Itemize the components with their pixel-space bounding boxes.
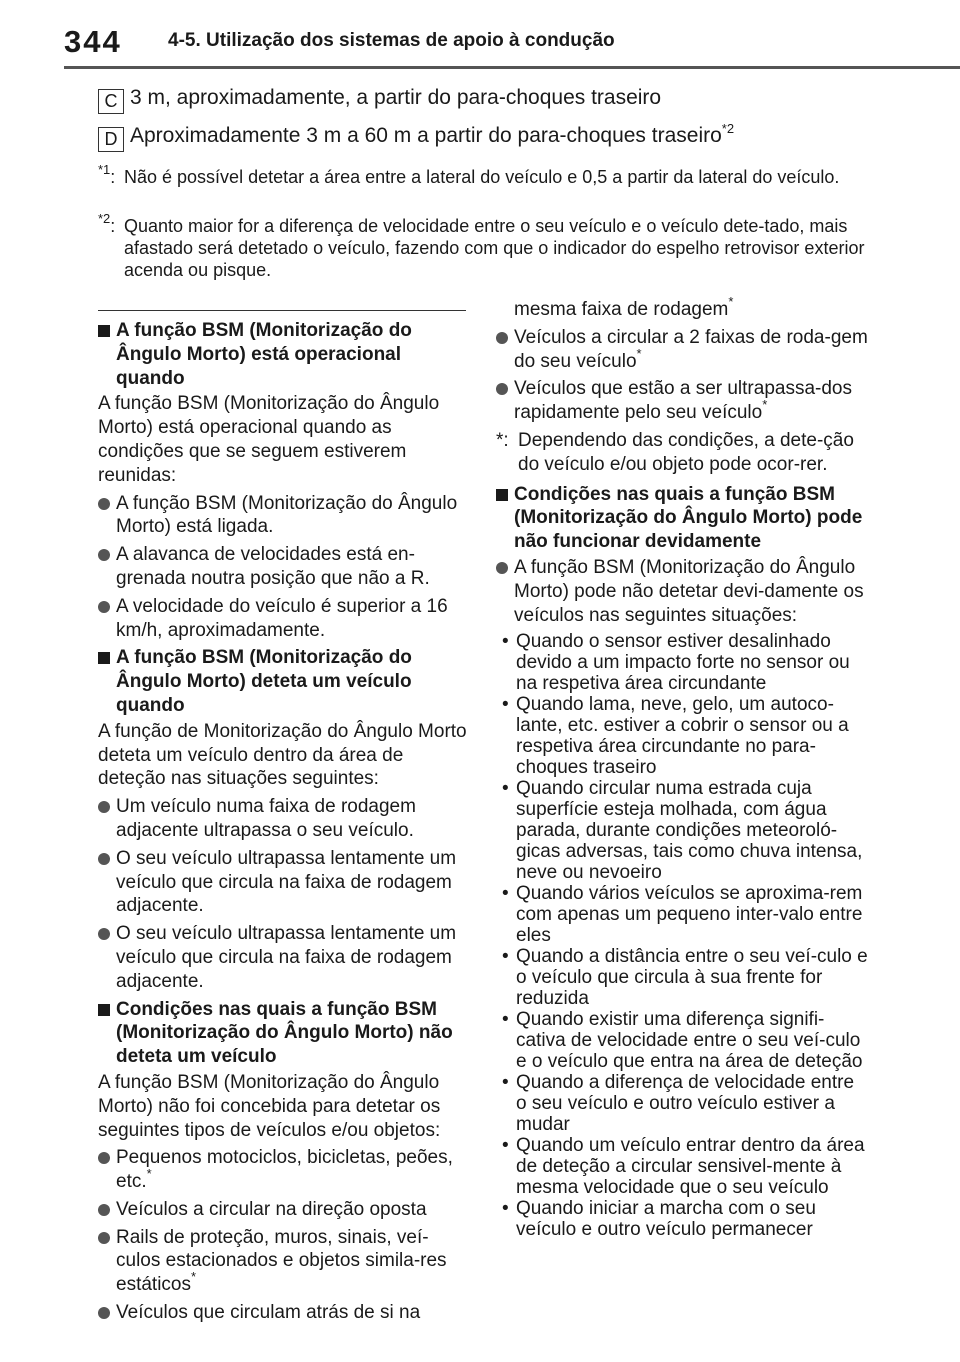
round-bullet-icon (98, 1152, 110, 1164)
square-bullet-icon (98, 325, 110, 337)
round-bullet-icon (98, 1307, 110, 1319)
list-item: A função BSM (Monitorização do Ângulo Morto) pode não detetar devi-damente os veículos nas seguintes situações: (496, 556, 868, 627)
sub-list-item: • Quando lama, neve, gelo, um autoco-lante, etc. estiver a cobrir o sensor ou a respetiva área circundante no para-choques traseiro (502, 694, 849, 779)
footnote-1-mark: $^{*1}$: (98, 162, 116, 187)
sub-list-item: • Quando a distância entre o seu veí-culo e o veículo que circula à sua frente for reduzida (502, 946, 868, 1010)
right-column (496, 294, 868, 1241)
list-item: A velocidade do veículo é superior a 16 km/h, aproximadamente. (98, 595, 468, 643)
zone-d-sup: *2 (721, 121, 735, 136)
heading-not-detect: Condições nas quais a função BSM (Monitorização do Ângulo Morto) não deteta um veículo (98, 998, 468, 1069)
round-bullet-icon (98, 1204, 110, 1216)
list-item: A função BSM (Monitorização do Ângulo Morto) está ligada. (98, 492, 468, 540)
paragraph-operational: A função BSM (Monitorização do Ângulo Morto) está operacional quando as condições que se seguem estiverem reunidas: (98, 393, 440, 486)
heading-detects: A função BSM (Monitorização do Ângulo Morto) deteta um veículo quando (98, 646, 468, 717)
round-bullet-icon (98, 549, 110, 561)
sub-list-item: • Quando a diferença de velocidade entre o seu veículo e outro veículo estiver a mudar (502, 1072, 855, 1136)
list-item: Rails de proteção, muros, sinais, veí-culos estacionados e objetos simila-res estáticos* (98, 1226, 468, 1297)
square-bullet-icon (496, 489, 508, 501)
sub-list-item: • Quando vários veículos se aproxima-rem com apenas um pequeno inter-valo entre eles (502, 883, 863, 947)
footnote-2-text: Quanto maior for a diferença de velocidade entre o seu veículo e o veículo dete-tado, mais afastado será detetado o veículo, fazendo com que o indicador do espelho retrovisor exterior acenda ou pisque. (124, 216, 865, 280)
zone-c-line (98, 84, 661, 114)
round-bullet-icon (98, 801, 110, 813)
sub-list-item: • Quando o sensor estiver desalinhado devido a um impacto forte no sensor ou na respetiva área circundante (502, 631, 850, 695)
paragraph-not-detect: A função BSM (Monitorização do Ângulo Morto) não foi concebida para detetar os seguintes tipos de veículos e/ou objetos: (98, 1071, 441, 1141)
sub-list-item: • Quando circular numa estrada cuja superfície esteja molhada, com água parada, durante condições meteoroló-gicas adversas, tais como chuva intensa, neve ou nevoeiro (502, 778, 863, 884)
round-bullet-icon (496, 383, 508, 395)
list-item: Veículos que estão a ser ultrapassa-dos rapidamente pelo seu veículo* (496, 377, 868, 425)
round-bullet-icon (98, 1232, 110, 1244)
zone-c-label: C (98, 89, 124, 114)
footnote-2 (98, 211, 868, 281)
heading-operational: A função BSM (Monitorização do Ângulo Morto) está operacional quando (98, 319, 468, 390)
zone-d-text: Aproximadamente 3 m a 60 m a partir do para-choques traseiro (130, 124, 722, 147)
page-number: 344 (64, 24, 122, 59)
sub-list-item: • Quando existir uma diferença signifi-cativa de velocidade entre o seu veí-culo e o veículo que entra na área de deteção (502, 1009, 863, 1073)
left-column (98, 298, 468, 1329)
list-item-continued: mesma faixa de rodagem* (514, 294, 734, 320)
footnote-1-text: Não é possível detetar a área entre a lateral do veículo e 0,5 a partir da lateral do veículo. (124, 167, 840, 187)
asterisk-note: *: Dependendo das condições, a dete-ção do veículo e/ou objeto pode ocor-rer. (496, 429, 854, 475)
paragraph-detects: A função de Monitorização do Ângulo Morto deteta um veículo dentro da área de deteção nas situações seguintes: (98, 720, 467, 790)
list-item: O seu veículo ultrapassa lentamente um veículo que circula na faixa de rodagem adjacente. (98, 922, 468, 993)
zone-d-label: D (98, 127, 124, 152)
round-bullet-icon (98, 601, 110, 613)
footnote-1 (98, 162, 868, 188)
sub-list-item: • Quando iniciar a marcha com o seu veículo e outro veículo permanecer (502, 1198, 816, 1241)
zone-d-line (98, 122, 734, 152)
list-item: Veículos a circular a 2 faixas de roda-gem do seu veículo* (496, 326, 868, 374)
asterisk-note-mark: *: (496, 429, 509, 451)
list-item: Pequenos motociclos, bicicletas, peões, etc.* (98, 1146, 468, 1194)
list-item: A alavanca de velocidades está en-grenada noutra posição que não a R. (98, 543, 468, 591)
round-bullet-icon (496, 332, 508, 344)
section-title: 4-5. Utilização dos sistemas de apoio à condução (168, 30, 615, 51)
square-bullet-icon (98, 652, 110, 664)
list-item: Veículos a circular na direção oposta (98, 1198, 468, 1222)
square-bullet-icon (98, 1004, 110, 1016)
footnote-2-mark: $^{*2}$: (98, 211, 116, 236)
list-item: Um veículo numa faixa de rodagem adjacente ultrapassa o seu veículo. (98, 795, 468, 843)
zone-c-text: 3 m, aproximadamente, a partir do para-choques traseiro (130, 86, 662, 109)
heading-may-not-function: Condições nas quais a função BSM (Monitorização do Ângulo Morto) pode não funcionar devidamente (496, 483, 868, 554)
list-item: Veículos que circulam atrás de si na (98, 1301, 468, 1325)
column-rule (98, 310, 466, 311)
sub-list-item: • Quando um veículo entrar dentro da área de deteção a circular sensivel-mente à mesma velocidade que o seu veículo (502, 1135, 865, 1199)
round-bullet-icon (98, 928, 110, 940)
header-rule (64, 66, 960, 69)
round-bullet-icon (98, 498, 110, 510)
page-header (64, 22, 960, 62)
list-item: O seu veículo ultrapassa lentamente um veículo que circula na faixa de rodagem adjacente. (98, 847, 468, 918)
round-bullet-icon (98, 853, 110, 865)
round-bullet-icon (496, 562, 508, 574)
